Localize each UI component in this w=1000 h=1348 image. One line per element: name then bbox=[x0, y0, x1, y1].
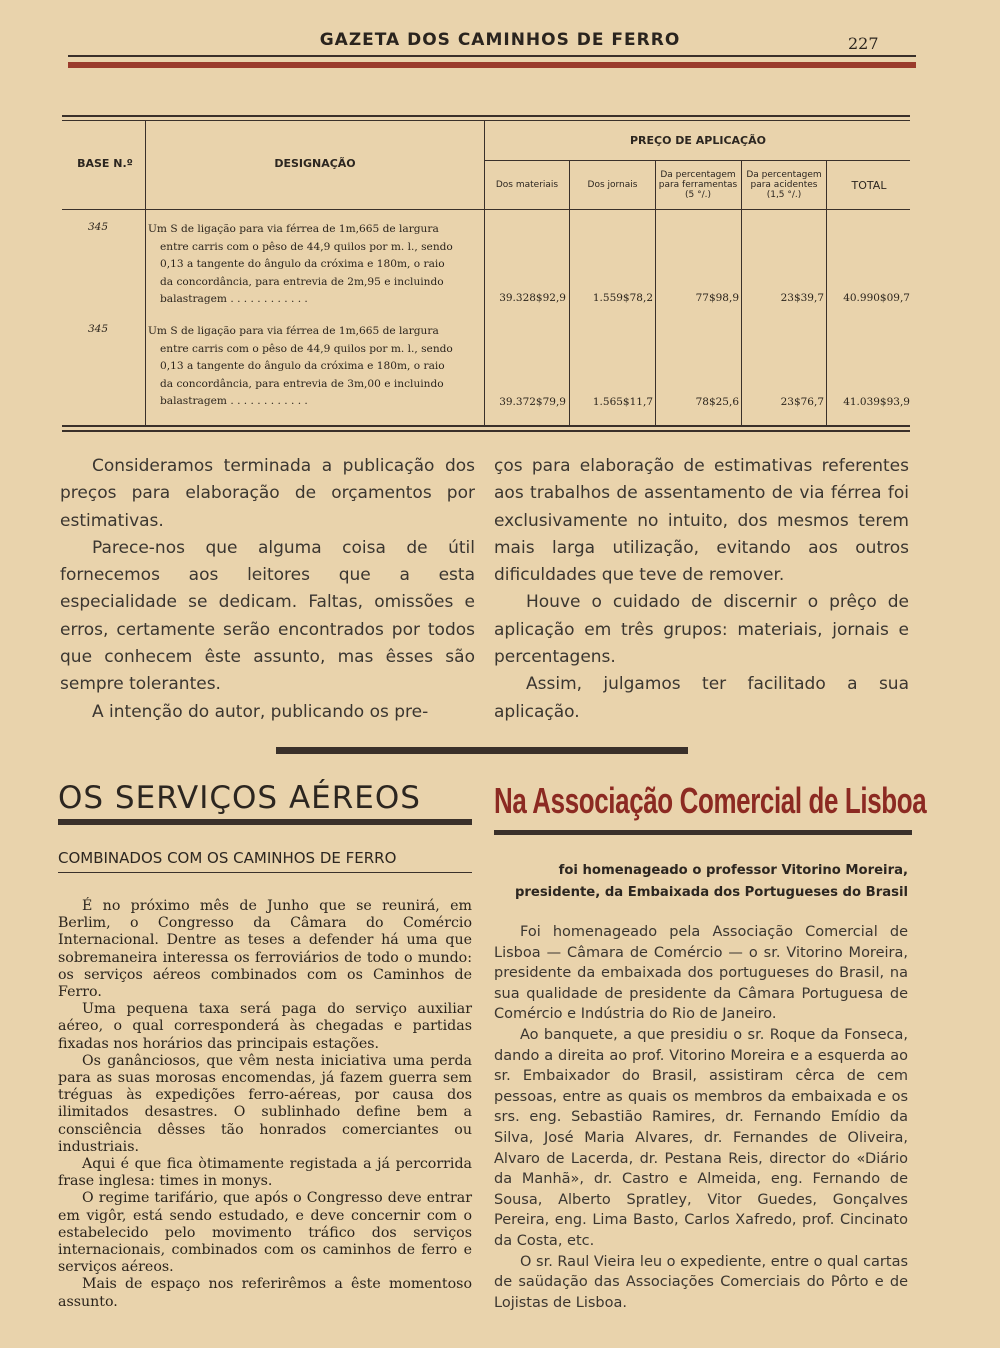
article1-right-column bbox=[494, 453, 909, 726]
article2-body bbox=[58, 898, 472, 1311]
row-1-ferramentas: 77$98,9 bbox=[695, 292, 739, 304]
article3-paragraph: Ao banquete, a que presidiu o sr. Roque da Fonseca, dando a direita ao prof. Vitorino Moreira e a esquerda ao sr. Embaixador do Brasil, assistiram cêrca de cem pessoas, entre as quais os membros da embaixada e os srs. eng. Sebastião Ramires, dr. Fernando Emídio da Silva, José Maria Alvares, dr. Fernandes de Oliveira, Alvaro de Lacerda, dr. Pestana Reis, director do «Diário da Manhã», dr. Castro e Almeida, eng. Fernando de Sousa, Alberto Spratley, Vitor Guedes, Gonçalves Pereira, eng. Lima Basto, Carlos Xafredo, prof. Cincinato da Costa, etc. bbox=[494, 1026, 908, 1249]
row-1-base: 345 bbox=[88, 221, 109, 233]
article3-paragraph: Foi homenageado pela Associação Comercial de Lisboa — Câmara de Comércio — o sr. Vitorino Moreira, presidente da embaixada dos portugueses do Brasil, na sua qualidade de presidente da Câmara Portuguesa de Comércio e Indústria do Rio de Janeiro. bbox=[494, 924, 908, 1023]
article3-title: Na Associação Comercial de Lisboa bbox=[494, 780, 927, 821]
header-materiais: Dos materiais bbox=[495, 180, 559, 190]
row-2-ferramentas: 78$25,6 bbox=[695, 396, 739, 408]
row-2-designacao: Um S de ligação para via férrea de 1m,665 de largura entre carris com o pêso de 44,9 quilos por m. l., sendo 0,13 a tangente do ângulo da cróxima e 180m, o raio da concordância, para entrevia de 3m,00 e incluindo balastragem . . . . . . . . . . . . bbox=[148, 325, 453, 407]
header-preco-aplicacao: PREÇO DE APLICAÇÃO bbox=[630, 134, 766, 147]
article2-paragraph: É no próximo mês de Junho que se reunirá, em Berlim, o Congresso da Câmara do Comércio Internacional. Dentre as teses a defender há uma que sobremaneira interessa os ferroviários de todo o mundo: os serviços aéreos combinados com os Caminhos de Ferro. bbox=[58, 898, 472, 1001]
article3-subtitle: foi homenageado o professor Vitorino Moreira, presidente, da Embaixada dos Portugueses do Brasil bbox=[514, 863, 908, 900]
article1-paragraph: Parece-nos que alguma coisa de útil fornecemos aos leitores que a esta especialidade se dedicam. Faltas, omissões e erros, certamente serão encontrados por todos que conhecem êste assunto, mas êsses são sempre tolerantes. bbox=[60, 537, 475, 695]
header-jornais: Dos jornais bbox=[587, 180, 638, 190]
article3-title-rule bbox=[494, 830, 912, 835]
row-1-designacao: Um S de ligação para via férrea de 1m,665 de largura entre carris com o pêso de 44,9 quilos por m. l., sendo 0,13 a tangente do ângulo da cróxima e 180m, o raio da concordância, para entrevia de 2m,95 e incluindo balastragem . . . . . . . . . . . . bbox=[148, 223, 453, 305]
article2-subtitle: COMBINADOS COM OS CAMINHOS DE FERRO bbox=[58, 849, 397, 867]
row-2-jornais: 1.565$11,7 bbox=[592, 396, 653, 408]
row-2-base: 345 bbox=[88, 323, 109, 335]
article2-subtitle-rule bbox=[58, 872, 472, 873]
row-1-total: 40.990$09,7 bbox=[843, 292, 910, 304]
article2-title-rule bbox=[58, 819, 472, 825]
article1-paragraph: Houve o cuidado de discernir o prêço de aplicação em três grupos: materiais, jornais e percentagens. bbox=[494, 592, 909, 668]
article1-paragraph: Assim, julgamos ter facilitado a sua aplicação. bbox=[494, 674, 909, 722]
row-1-acidentes: 23$39,7 bbox=[780, 292, 824, 304]
article1-paragraph: Consideramos terminada a publicação dos preços para elaboração de orçamentos por estimativas. bbox=[60, 456, 475, 531]
price-table bbox=[0, 0, 1000, 440]
journal-title: GAZETA DOS CAMINHOS DE FERRO bbox=[319, 30, 681, 50]
article3-body bbox=[494, 922, 908, 1313]
row-1-materiais: 39.328$92,9 bbox=[499, 292, 566, 304]
article2-paragraph: Uma pequena taxa será paga do serviço auxiliar aéreo, o qual corresponderá às chegadas e partidas fixadas nos horários das principais estações. bbox=[58, 1001, 472, 1052]
article2-paragraph: Aqui é que fica òtimamente registada a já percorrida frase inglesa: times in monys. bbox=[58, 1156, 472, 1190]
row-2-acidentes: 23$76,7 bbox=[780, 396, 824, 408]
article1-left-column bbox=[60, 453, 475, 726]
page-number: 227 bbox=[848, 34, 879, 53]
header-total: TOTAL bbox=[851, 179, 887, 192]
header-acidentes: Da percentagem para acidentes (1,5 °/.) bbox=[746, 170, 822, 200]
article2-paragraph: O regime tarifário, que após o Congresso deve entrar em vigôr, está sendo estudado, e deve concernir com o estabelecido pelo movimento tráfico dos serviços internacionais, combinados com os caminhos de ferro e serviços aéreos. bbox=[58, 1190, 472, 1276]
article2-title: OS SERVIÇOS AÉREOS bbox=[58, 780, 421, 816]
article1-paragraph: ços para elaboração de estimativas referentes aos trabalhos de assentamento de via férrea foi exclusivamente no intuito, dos mesmos terem mais larga utilização, evitando aos outros dificuldades que teve de remover. bbox=[494, 456, 909, 586]
header-designacao: DESIGNAÇÃO bbox=[274, 157, 356, 170]
row-2-materiais: 39.372$79,9 bbox=[499, 396, 566, 408]
article3-paragraph: O sr. Raul Vieira leu o expediente, entre o qual cartas de saüdação das Associações Comerciais do Pôrto e de Lojistas de Lisboa. bbox=[494, 1253, 909, 1311]
article1-paragraph: A intenção do autor, publicando os pre- bbox=[92, 701, 429, 722]
article2-paragraph: Mais de espaço nos referirêmos a êste momentoso assunto. bbox=[58, 1276, 472, 1310]
section-separator bbox=[276, 747, 688, 754]
header-ferramentas: Da percentagem para ferramentas (5 °/.) bbox=[658, 170, 738, 200]
header-base: BASE N.º bbox=[77, 157, 133, 170]
row-1-jornais: 1.559$78,2 bbox=[592, 292, 653, 304]
row-2-total: 41.039$93,9 bbox=[843, 396, 910, 408]
article2-paragraph: Os ganânciosos, que vêm nesta iniciativa uma perda para as suas morosas encomendas, já fazem guerra sem tréguas às expedições ferro-aéreas, por causa dos ilimitados desastres. O sublinhado define bem a consciência dêsses tão honrados comerciantes ou industriais. bbox=[58, 1052, 472, 1155]
